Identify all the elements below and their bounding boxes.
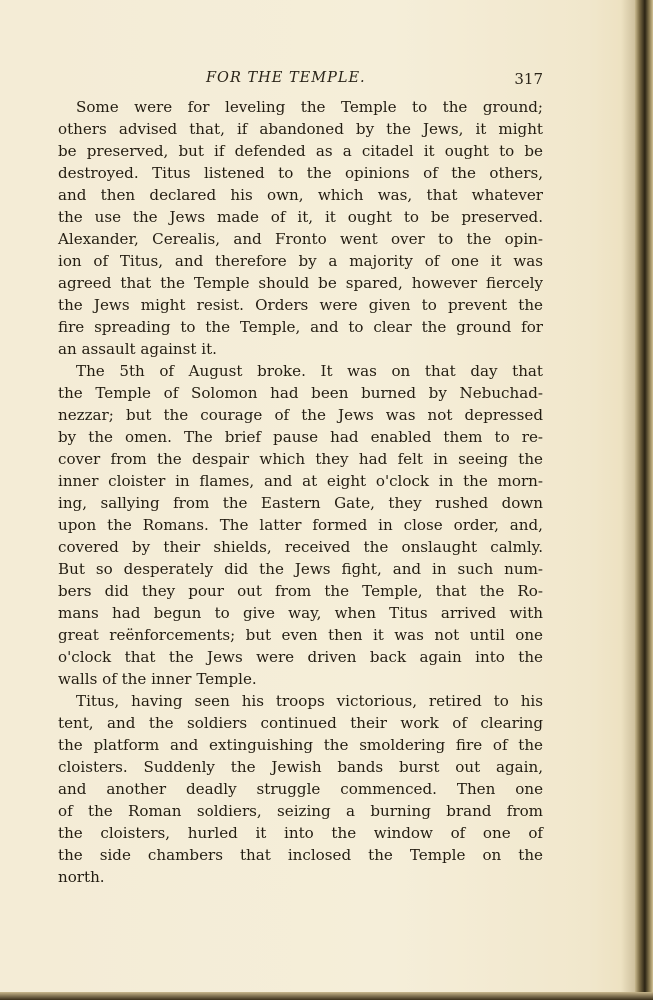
text-line: the Temple of Solomon had been burned by Nebuchad- <box>58 384 543 402</box>
text-line: the platform and extinguishing the smoldering fire of the <box>58 736 543 754</box>
text-line: the Jews might resist. Orders were given to prevent the <box>58 296 543 314</box>
page-number: 317 <box>514 70 543 88</box>
gutter-shadow <box>621 0 635 1000</box>
running-head: FOR THE TEMPLE. <box>206 70 366 86</box>
text-line: Some were for leveling the Temple to the ground; <box>76 98 543 116</box>
text-line: be preserved, but if defended as a citadel it ought to be <box>58 142 543 160</box>
text-line: others advised that, if abandoned by the Jews, it might <box>58 120 543 138</box>
text-line: fire spreading to the Temple, and to clear the ground for <box>58 318 543 336</box>
text-line: the side chambers that inclosed the Temple on the <box>58 846 543 864</box>
text-line: mans had begun to give way, when Titus arrived with <box>58 604 543 622</box>
text-line: agreed that the Temple should be spared, however fiercely <box>58 274 543 292</box>
page-header <box>58 70 543 94</box>
text-line: great reënforcements; but even then it was not until one <box>58 626 543 644</box>
text-line: destroyed. Titus listened to the opinions of the others, <box>58 164 543 182</box>
text-line: But so desperately did the Jews fight, and in such num- <box>58 560 543 578</box>
text-line: bers did they pour out from the Temple, that the Ro- <box>58 582 543 600</box>
text-line: walls of the inner Temple. <box>58 670 257 688</box>
text-line: and then declared his own, which was, that whatever <box>58 186 543 204</box>
text-line: of the Roman soldiers, seizing a burning brand from <box>58 802 543 820</box>
text-line: north. <box>58 868 105 886</box>
text-line: by the omen. The brief pause had enabled them to re- <box>58 428 543 446</box>
text-line: an assault against it. <box>58 340 217 358</box>
text-line: nezzar; but the courage of the Jews was not depressed <box>58 406 543 424</box>
page-bottom-edge <box>0 992 653 1000</box>
text-line: cover from the despair which they had felt in seeing the <box>58 450 543 468</box>
text-line: ing, sallying from the Eastern Gate, they rushed down <box>58 494 543 512</box>
text-line: upon the Romans. The latter formed in close order, and, <box>58 516 543 534</box>
text-line: inner cloister in flames, and at eight o'clock in the morn- <box>58 472 543 490</box>
text-line: the cloisters, hurled it into the window of one of <box>58 824 543 842</box>
body-text <box>58 96 543 888</box>
text-line: Titus, having seen his troops victorious, retired to his <box>76 692 543 710</box>
text-line: the use the Jews made of it, it ought to be preserved. <box>58 208 543 226</box>
text-line: Alexander, Cerealis, and Fronto went over to the opin- <box>58 230 543 248</box>
text-line: The 5th of August broke. It was on that day that <box>76 362 543 380</box>
text-line: and another deadly struggle commenced. Then one <box>58 780 543 798</box>
text-line: tent, and the soldiers continued their work of clearing <box>58 714 543 732</box>
text-line: ion of Titus, and therefore by a majority of one it was <box>58 252 543 270</box>
text-line: o'clock that the Jews were driven back again into the <box>58 648 543 666</box>
text-line: cloisters. Suddenly the Jewish bands burst out again, <box>58 758 543 776</box>
text-line: covered by their shields, received the onslaught calmly. <box>58 538 543 556</box>
book-spine-edge <box>635 0 653 1000</box>
